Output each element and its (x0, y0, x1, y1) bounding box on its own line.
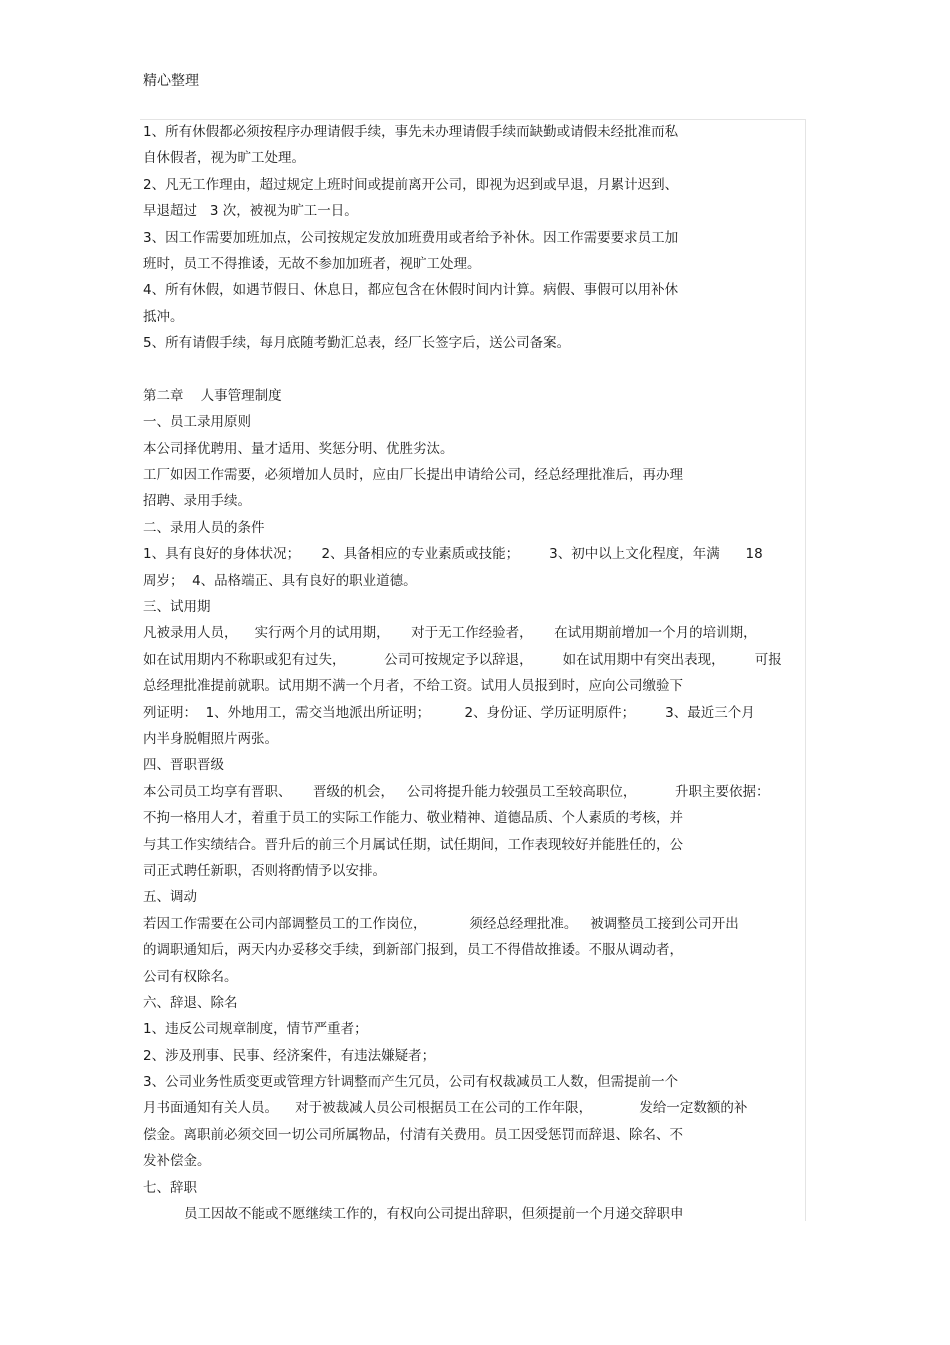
text-line: 不拘一格用人才，着重于员工的实际工作能力、敬业精神、道德品质、个人素质的考核，并 (143, 810, 683, 827)
text-line: 三、试用期 (143, 599, 211, 616)
text-line: 如在试用期内不称职或犯有过失， 公司可按规定予以辞退， 如在试用期中有突出表现， 可报 (143, 651, 782, 668)
text-line: 与其工作实绩结合。晋升后的前三个月属试任期，试任期间，工作表现较好并能胜任的，公 (143, 836, 683, 853)
text-line: 1、所有休假都必须按程序办理请假手续，事先未办理请假手续而缺勤或请假未经批准而私 (143, 124, 679, 140)
text-line: 招聘、录用手续。 (143, 493, 251, 510)
text-line: 月书面通知有关人员。 对于被裁减人员公司根据员工在公司的工作年限， 发给一定数额的补 (143, 1100, 748, 1117)
text-line: 若因工作需要在公司内部调整员工的工作岗位， 须经总经理批准。 被调整员工接到公司开出 (143, 915, 739, 932)
text-line: 第二章 人事管理制度 (143, 387, 282, 404)
text-line: 二、录用人员的条件 (143, 519, 265, 536)
text-line: 四、晋职晋级 (143, 757, 224, 774)
text-line: 的调职通知后，两天内办妥移交手续，到新部门报到，员工不得借故推诿。不服从调动者， (143, 942, 683, 959)
text-line: 自休假者，视为旷工处理。 (143, 150, 305, 167)
text-line: 2、涉及刑事、民事、经济案件，有违法嫌疑者； (143, 1047, 436, 1064)
text-line: 七、辞职 (143, 1179, 197, 1196)
text-line: 五、调动 (143, 889, 197, 906)
text-line: 早退超过 3 次，被视为旷工一日。 (143, 203, 358, 220)
text-line: 本公司择优聘用、量才适用、奖惩分明、优胜劣汰。 (143, 440, 454, 457)
text-line: 公司有权除名。 (143, 968, 238, 985)
text-line: 发补偿金。 (143, 1153, 211, 1170)
text-line: 抵冲。 (143, 308, 184, 325)
text-line: 班时，员工不得推诿，无故不参加加班者，视旷工处理。 (143, 255, 481, 272)
text-line: 司正式聘任新职，否则将酌情予以安排。 (143, 862, 386, 879)
text-line: 一、员工录用原则 (143, 414, 251, 431)
text-line: 凡被录用人员， 实行两个月的试用期， 对于无工作经验者， 在试用期前增加一个月的培训期， (143, 625, 757, 642)
text-line: 2、凡无工作理由，超过规定上班时间或提前离开公司，即视为迟到或早退，月累计迟到、 (143, 176, 679, 193)
text-line: 工厂如因工作需要，必须增加人员时，应由厂长提出申请给公司，经总经理批准后，再办理 (143, 467, 683, 484)
page-header: 精心整理 (143, 73, 199, 89)
text-line: 3、因工作需要加班加点，公司按规定发放加班费用或者给予补休。因工作需要要求员工加 (143, 229, 679, 246)
blank-line (143, 357, 808, 383)
text-line: 周岁； 4、品格端正、具有良好的职业道德。 (143, 572, 417, 589)
text-line: 偿金。离职前必须交回一切公司所属物品，付清有关费用。员工因受惩罚而辞退、除名、不 (143, 1126, 683, 1143)
text-line: 员工因故不能或不愿继续工作的，有权向公司提出辞职，但须提前一个月递交辞职申 (184, 1206, 684, 1223)
text-line: 总经理批准提前就职。试用期不满一个月者，不给工资。试用人员报到时，应向公司缴验下 (143, 678, 683, 695)
text-line: 内半身脱帽照片两张。 (143, 730, 278, 747)
text-line: 1、具有良好的身体状况； 2、具备相应的专业素质或技能； 3、初中以上文化程度，年满 18 (143, 546, 763, 563)
text-line: 六、辞退、除名 (143, 994, 238, 1011)
text-line: 4、所有休假，如遇节假日、休息日，都应包含在休假时间内计算。病假、事假可以用补休 (143, 282, 679, 299)
text-line: 本公司员工均享有晋职、 晋级的机会， 公司将提升能力较强员工至较高职位， 升职主要依据： (143, 783, 770, 800)
text-line: 5、所有请假手续，每月底随考勤汇总表，经厂长签字后，送公司备案。 (143, 335, 571, 352)
text-line: 1、违反公司规章制度，情节严重者； (143, 1021, 368, 1038)
document-body (143, 119, 808, 1227)
text-line: 列证明： 1、外地用工，需交当地派出所证明； 2、身份证、学历证明原件； 3、最近三个月 (143, 704, 755, 721)
text-line: 3、公司业务性质变更或管理方针调整而产生冗员，公司有权裁减员工人数，但需提前一个 (143, 1074, 679, 1091)
